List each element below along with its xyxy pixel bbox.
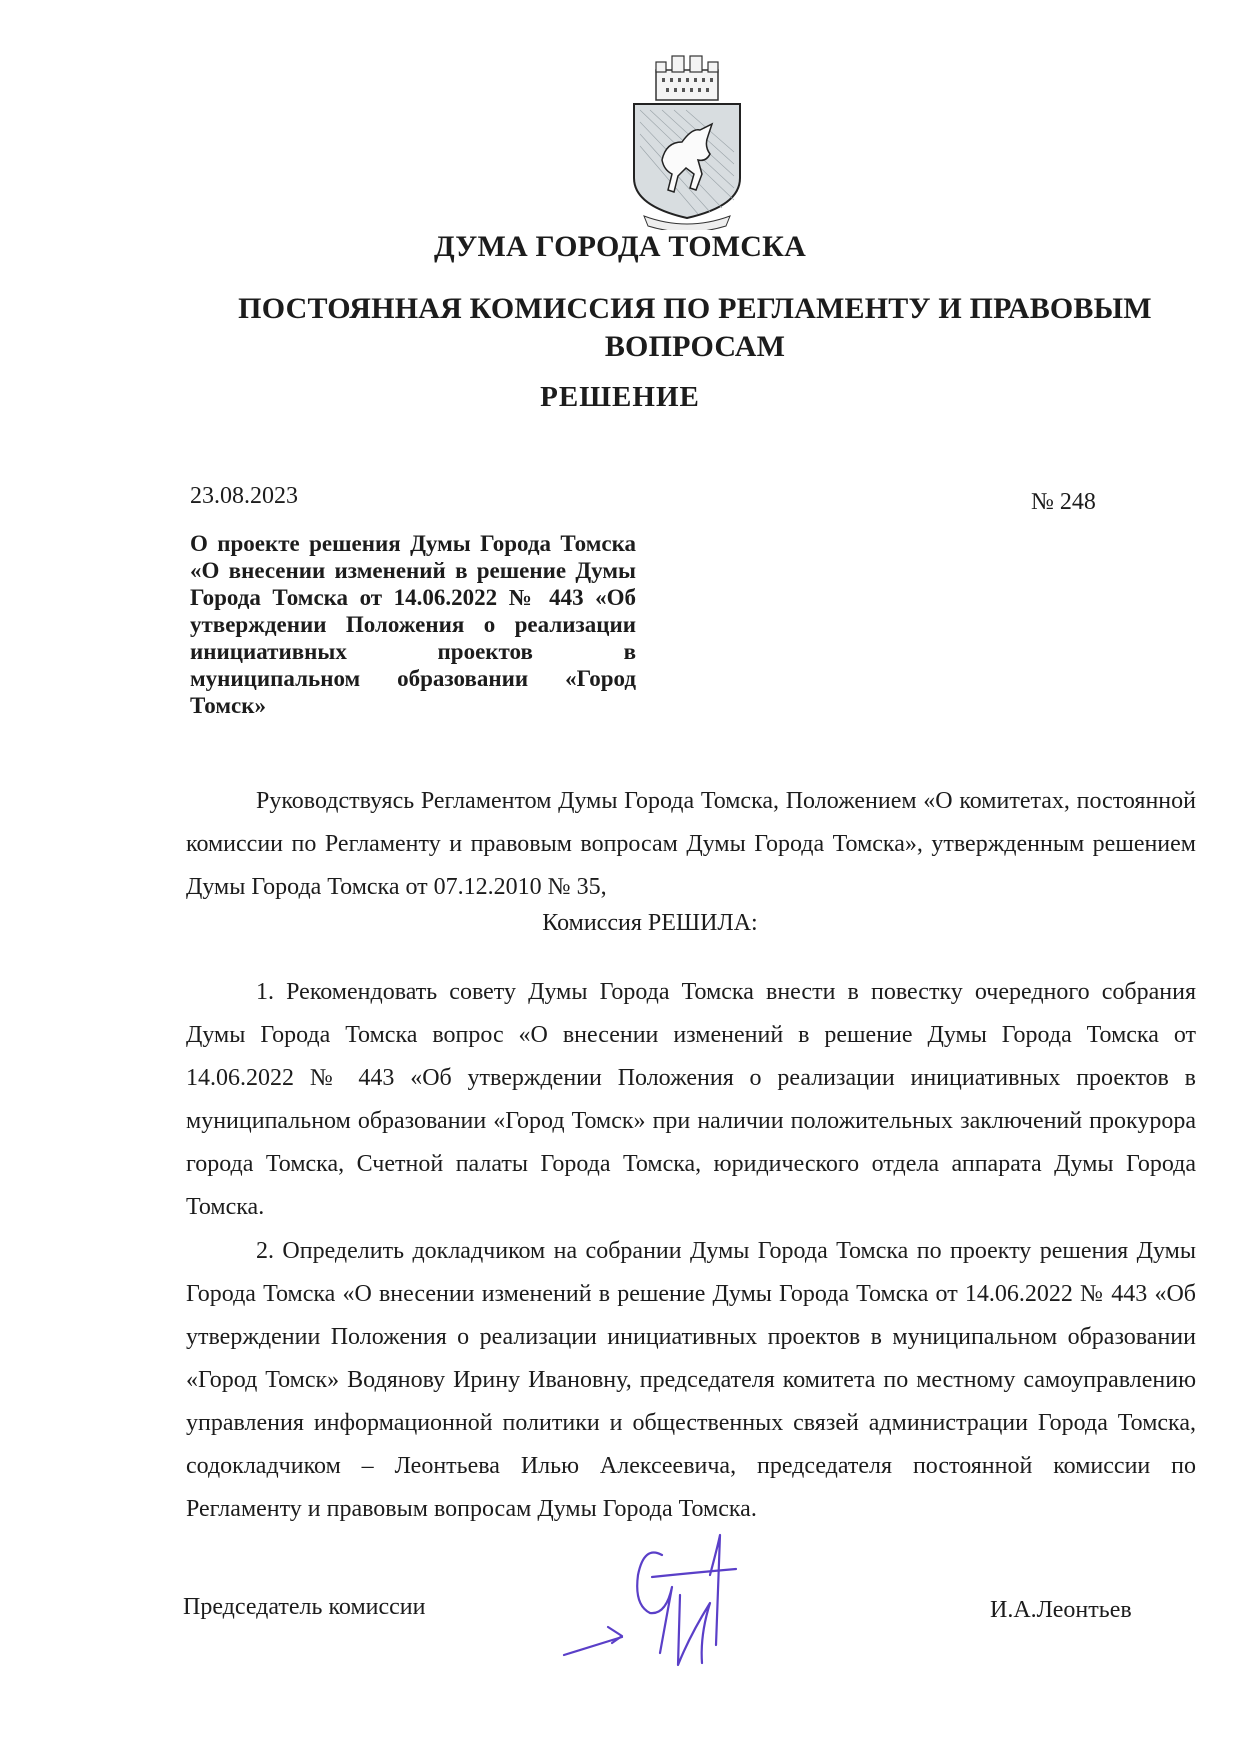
decision-item-1: 1. Рекомендовать совету Думы Города Томска внести в повестку очередного собрания Думы Города Томска вопрос «О внесении изменений в решение Думы Города Томска от 14.06.2022 № 443 «Об утверждении Положения о реализации инициативных проектов в муниципальном образовании «Город Томск» при наличии положительных заключений прокурора города Томска, Счетной палаты Города Томска, юридического отдела аппарата Думы Города Томска.	[186, 979, 1196, 1220]
handwritten-signature	[560, 1515, 820, 1675]
document-subject: О проекте решения Думы Города Томска «О внесении изменений в решение Думы Города Томска от 14.06.2022 № 443 «Об утверждении Положения о реализации инициативных проектов в муниципальном образовании «Город Томск»	[190, 531, 636, 718]
basis-paragraph: Руководствуясь Регламентом Думы Города Томска, Положением «О комитетах, постоянной комиссии по Регламенту и правовым вопросам Думы Города Томска», утвержденным решением Думы Города Томска от 07.12.2010 № 35,	[186, 788, 1196, 900]
document-type: РЕШЕНИЕ	[540, 381, 700, 413]
signatory-position: Председатель комиссии	[183, 1594, 426, 1620]
document-number: № 248	[1031, 489, 1096, 515]
organization-title: ДУМА ГОРОДА ТОМСКА	[434, 230, 806, 263]
resolved-heading: Комиссия РЕШИЛА:	[542, 910, 758, 936]
document-date: 23.08.2023	[190, 483, 298, 509]
decision-item-2: 2. Определить докладчиком на собрании Думы Города Томска по проекту решения Думы Города Томска «О внесении изменений в решение Думы Города Томска от 14.06.2022 № 443 «Об утверждении Положения о реализации инициативных проектов в муниципальном образовании «Город Томск» Водянову Ирину Ивановну, председателя комитета по местному самоуправлению управления информационной политики и общественных связей администрации Города Томска, содокладчиком – Леонтьева Илью Алексеевича, председателя постоянной комиссии по Регламенту и правовым вопросам Думы Города Томска.	[186, 1238, 1196, 1522]
signatory-name: И.А.Леонтьев	[990, 1597, 1132, 1623]
commission-title: ПОСТОЯННАЯ КОМИССИЯ ПО РЕГЛАМЕНТУ И ПРАВОВЫМ ВОПРОСАМ	[238, 292, 1152, 363]
tomsk-coat-of-arms-icon	[626, 50, 748, 230]
